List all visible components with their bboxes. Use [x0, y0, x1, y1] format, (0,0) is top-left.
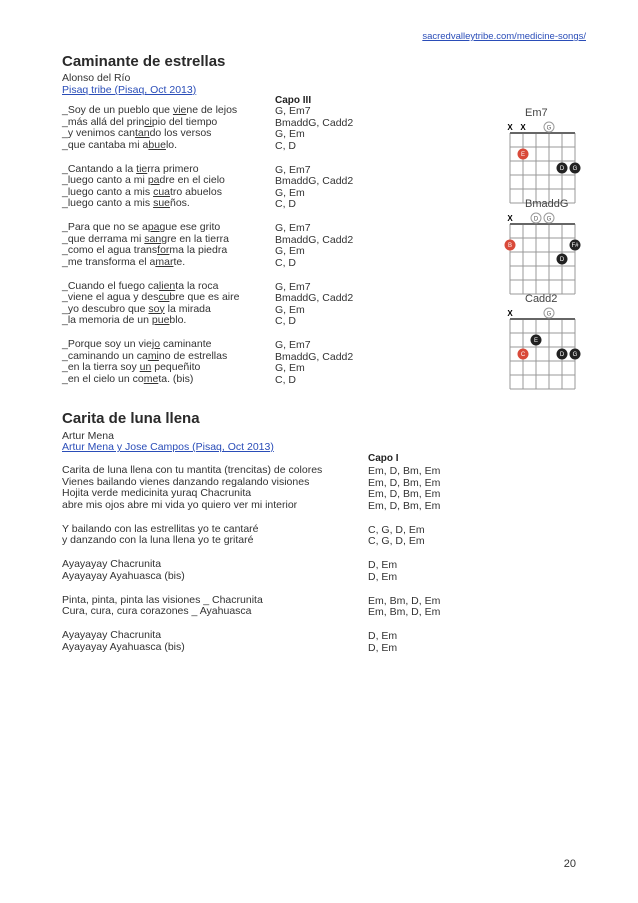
lyric-line: _Soy de un pueblo que viene de lejos: [62, 104, 238, 116]
song2-capo: Capo I: [368, 453, 399, 464]
chord-line: G, Em: [275, 128, 305, 140]
chord-line: G, Em7: [275, 222, 311, 234]
chord-line: G, Em: [275, 186, 305, 199]
finger-dot-note: D: [559, 166, 565, 173]
lyric-line: _caminando un camino de estrellas: [62, 349, 228, 362]
muted-string-marker: X: [507, 309, 513, 318]
chord-line: BmaddG, Cadd2: [275, 292, 354, 304]
chord-line: C, D: [275, 139, 296, 152]
lyric-line: _Cantando a la tierra primero: [62, 162, 199, 175]
site-url-link[interactable]: sacredvalleytribe.com/medicine-songs/: [422, 31, 586, 42]
chord-line: Em, D, Bm, Em: [368, 465, 441, 477]
chord-diagram-name: Em7: [525, 107, 548, 119]
lyric-line: Ayayayay Ayahuasca (bis): [62, 640, 185, 653]
lyric-line: Ayayayay Chacrunita: [62, 558, 162, 570]
page-number: 20: [563, 858, 576, 870]
lyric-line: _la memoria de un pueblo.: [62, 314, 187, 326]
song1-source-link[interactable]: Pisaq tribe (Pisaq, Oct 2013): [62, 84, 197, 96]
chord-line: C, D: [275, 373, 296, 386]
finger-dot-note: D: [559, 352, 565, 359]
chord-line: C, G, D, Em: [368, 535, 425, 547]
chord-line: Em, D, Bm, Em: [368, 476, 441, 489]
muted-string-marker: X: [520, 123, 526, 132]
lyric-line: Ayayayay Chacrunita: [62, 629, 162, 641]
lyric-line: _más allá del principio del tiempo: [62, 115, 218, 128]
lyric-line: _luego canto a mis sueños.: [62, 197, 190, 209]
open-string-note: D: [533, 216, 539, 223]
finger-dot-note: D: [559, 257, 565, 264]
chord-line: D, Em: [368, 559, 398, 571]
chord-line: G, Em: [275, 303, 305, 316]
chord-diagram-name: BmaddG: [525, 198, 569, 210]
chord-line: G, Em: [275, 245, 305, 257]
song2-source-link[interactable]: Artur Mena y Jose Campos (Pisaq, Oct 2013): [62, 441, 274, 453]
chord-line: C, G, D, Em: [368, 523, 425, 536]
lyric-line: _Porque soy un viejo caminante: [62, 338, 212, 350]
chord-line: G, Em: [275, 362, 305, 374]
lyric-line: Cura, cura, cura corazones _ Ayahuasca: [62, 605, 252, 617]
lyric-line: _Para que no se apague ese grito: [62, 221, 221, 233]
chord-line: Em, D, Bm, Em: [368, 488, 441, 500]
chord-line: BmaddG, Cadd2: [275, 175, 354, 187]
lyric-line: Pinta, pinta, pinta las visiones _ Chacrunita: [62, 593, 263, 606]
lyric-line: y danzando con la luna llena yo te gritaré: [62, 534, 254, 546]
lyric-line: _en el cielo un cometa. (bis): [62, 372, 194, 385]
open-string-note: G: [546, 216, 552, 223]
chord-line: C, D: [275, 198, 296, 210]
lyric-line: _luego canto a mis cuatro abuelos: [62, 185, 222, 198]
lyric-line: Vienes bailando vienes danzando regalando visiones: [62, 475, 310, 488]
chord-line: G, Em7: [275, 105, 311, 117]
finger-dot-note: B: [507, 243, 513, 250]
lyric-line: _en la tierra soy un pequeñito: [62, 361, 201, 373]
song1-author: Alonso del Río: [62, 72, 131, 84]
lyric-line: Ayayayay Ayahuasca (bis): [62, 569, 185, 582]
finger-dot-note: G: [572, 352, 578, 359]
finger-dot-note: G: [572, 166, 578, 173]
song1-title: Caminante de estrellas: [62, 53, 226, 70]
lyric-line: _y venimos cantando los versos: [62, 127, 212, 139]
song2-author: Artur Mena: [62, 430, 114, 442]
finger-dot-note: F#: [571, 243, 579, 250]
chord-line: D, Em: [368, 641, 398, 654]
lyric-line: _Cuando el fuego calienta la roca: [62, 279, 219, 292]
chord-line: G, Em7: [275, 280, 311, 293]
song2-title: Carita de luna llena: [62, 410, 200, 427]
lyric-line: Carita de luna llena con tu mantita (trencitas) de colores: [62, 464, 323, 476]
lyric-line: _me transforma el amarte.: [62, 255, 186, 268]
lyric-line: _que cantaba mi abuelo.: [62, 138, 178, 151]
chord-line: BmaddG, Cadd2: [275, 116, 354, 129]
lyric-line: _yo descubro que soy la mirada: [62, 302, 211, 315]
song1-capo: Capo III: [275, 95, 312, 106]
chord-line: Em, D, Bm, Em: [368, 499, 441, 512]
lyric-line: Hojita verde medicinita yuraq Chacrunita: [62, 487, 252, 499]
lyric-line: abre mis ojos abre mi vida yo quiero ver mi interior: [62, 498, 298, 511]
chord-line: BmaddG, Cadd2: [275, 233, 354, 246]
open-string-note: G: [546, 311, 552, 318]
chord-diagram: [498, 305, 598, 405]
chord-line: D, Em: [368, 630, 398, 642]
finger-dot-note: E: [520, 152, 526, 159]
lyric-line: _luego canto a mi padre en el cielo: [62, 174, 225, 186]
lyric-line: _que derrama mi sangre en la tierra: [62, 232, 229, 245]
chord-line: BmaddG, Cadd2: [275, 350, 354, 363]
finger-dot-note: C: [520, 352, 526, 359]
chord-line: G, Em7: [275, 339, 311, 351]
lyric-line: Y bailando con las estrellitas yo te cantaré: [62, 522, 259, 535]
muted-string-marker: X: [507, 123, 513, 132]
lyric-line: _como el agua transforma la piedra: [62, 244, 228, 256]
finger-dot-note: E: [533, 338, 539, 345]
chord-line: Em, Bm, D, Em: [368, 606, 441, 618]
muted-string-marker: X: [507, 214, 513, 223]
chord-line: C, D: [275, 256, 296, 269]
chord-line: Em, Bm, D, Em: [368, 594, 441, 607]
lyric-line: _viene el agua y descubre que es aire: [62, 291, 240, 303]
chord-line: C, D: [275, 315, 296, 327]
open-string-note: G: [546, 125, 552, 132]
chord-diagram-name: Cadd2: [525, 293, 558, 305]
chord-line: G, Em7: [275, 163, 311, 176]
chord-line: D, Em: [368, 570, 398, 583]
